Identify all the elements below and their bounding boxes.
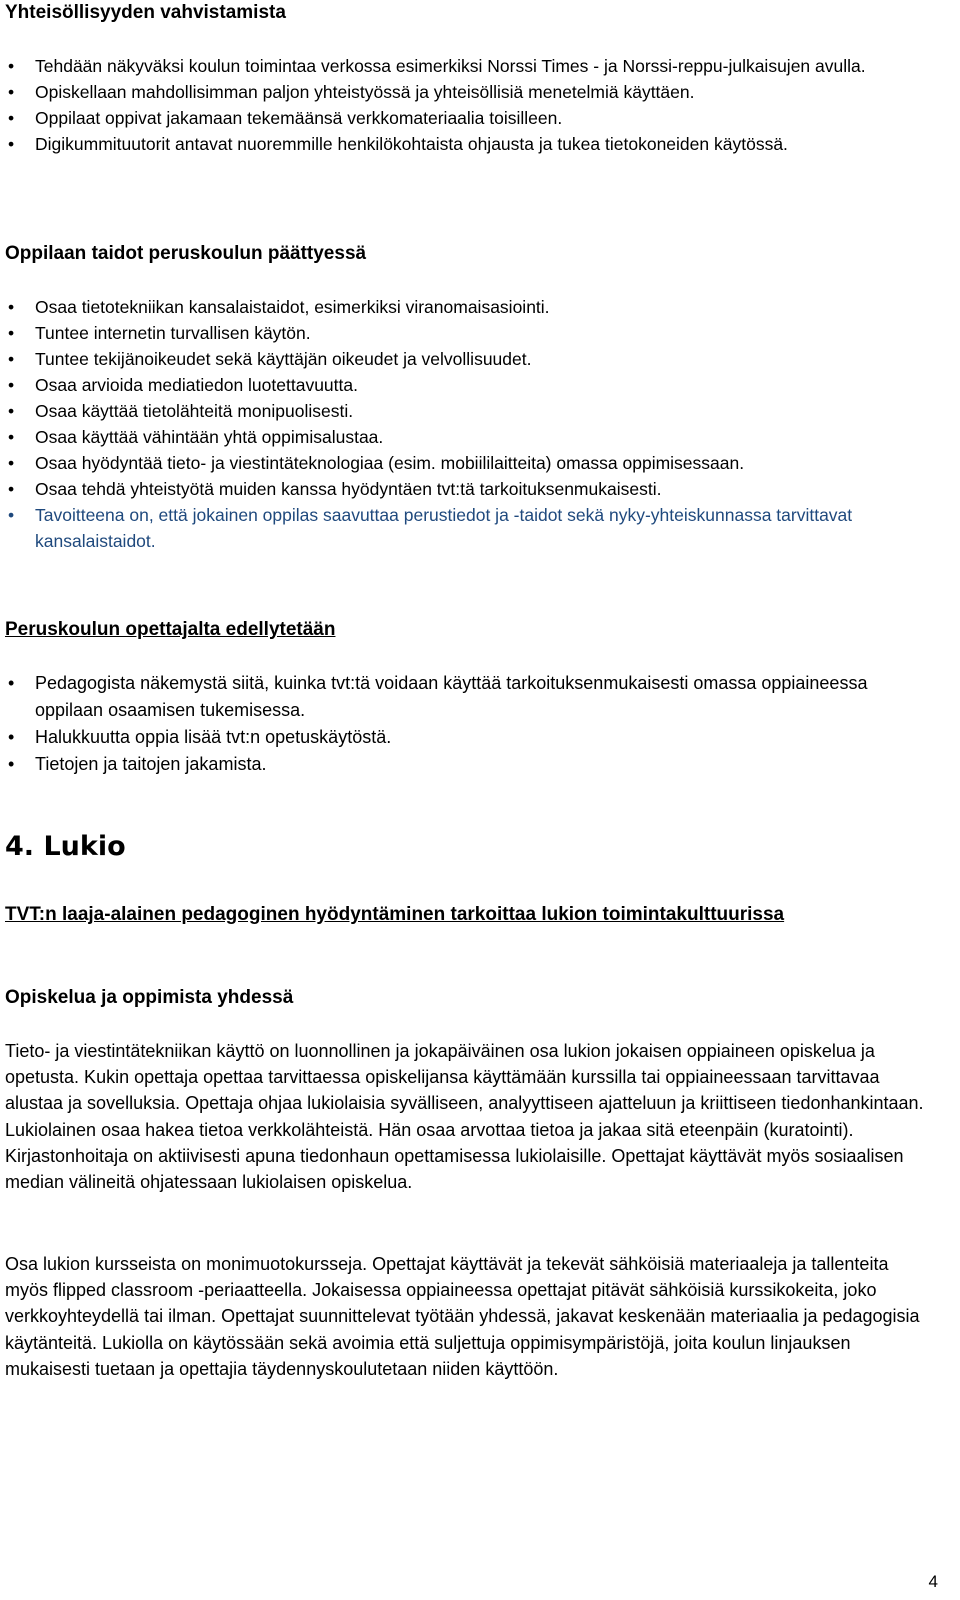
list-item: • Halukkuutta oppia lisää tvt:n opetuskäytöstä. bbox=[0, 724, 930, 751]
list-oppilaan-taidot bbox=[0, 294, 930, 554]
list-item: • Osaa arvioida mediatiedon luotettavuutta. bbox=[0, 372, 930, 398]
list-item: • Osaa käyttää tietolähteitä monipuolisesti. bbox=[0, 398, 930, 424]
list-item: • Tuntee tekijänoikeudet sekä käyttäjän oikeudet ja velvollisuudet. bbox=[0, 346, 930, 372]
list-item: • Digikummituutorit antavat nuoremmille henkilökohtaista ohjausta ja tukea tietokoneiden käytössä. bbox=[0, 131, 930, 157]
list-yhteisollisyys bbox=[0, 53, 930, 157]
heading-oppilaan-taidot: Oppilaan taidot peruskoulun päättyessä bbox=[5, 243, 367, 264]
heading-opiskelua-yhdessa: Opiskelua ja oppimista yhdessä bbox=[5, 987, 294, 1008]
heading-yhteisollisyys: Yhteisöllisyyden vahvistamista bbox=[5, 2, 286, 23]
list-item-highlighted: • Tavoitteena on, että jokainen oppilas saavuttaa perustiedot ja -taidot sekä nyky-yhteiskunnassa tarvittavat kansalaistaidot. bbox=[0, 502, 930, 554]
paragraph-1: Tieto- ja viestintätekniikan käyttö on luonnollinen ja jokapäiväinen osa lukion jokaisen oppiaineen opiskelua ja opetusta. Kukin opettaja opettaa tarvittaessa opiskelijansa käyttämään kurssilla tai oppiaineessaan tarvittavaa alustaa ja sovelluksia. Opettaja ohjaa lukiolaisia syvälliseen, analyyttiseen ajatteluun ja kriittiseen tiedonhankintaan. Lukiolainen osaa hakea tietoa verkkolähteistä. Hän osaa arvottaa tietoa ja jakaa sitä eteenpäin (kuratointi). Kirjastonhoitaja on aktiivisesti apuna tiedonhaun opettamisessa lukiolaisille. Opettajat käyttävät myös sosiaalisen median välineitä ohjatessaan lukiolaisen opiskelua. bbox=[5, 1041, 924, 1193]
page-number: 4 bbox=[928, 1572, 938, 1591]
list-opettajalta-edellytetaan bbox=[0, 670, 930, 778]
chapter-heading: 4. Lukio bbox=[5, 831, 126, 862]
list-item: • Opiskellaan mahdollisimman paljon yhteistyössä ja yhteisöllisiä menetelmiä käyttäen. bbox=[0, 79, 930, 105]
list-item: • Osaa käyttää vähintään yhtä oppimisalustaa. bbox=[0, 424, 930, 450]
list-item: • Osaa tietotekniikan kansalaistaidot, esimerkiksi viranomaisasiointi. bbox=[0, 294, 930, 320]
list-item: • Tuntee internetin turvallisen käytön. bbox=[0, 320, 930, 346]
list-item: • Pedagogista näkemystä siitä, kuinka tvt:tä voidaan käyttää tarkoituksenmukaisesti omassa oppiaineessa oppilaan osaamisen tukemisessa. bbox=[0, 670, 930, 724]
list-item: • Tehdään näkyväksi koulun toimintaa verkossa esimerkiksi Norssi Times - ja Norssi-reppu-julkaisujen avulla. bbox=[0, 53, 930, 79]
heading-tvt-laaja-alainen: TVT:n laaja-alainen pedagoginen hyödyntäminen tarkoittaa lukion toimintakulttuurissa bbox=[5, 904, 785, 925]
heading-opettajalta-edellytetaan: Peruskoulun opettajalta edellytetään bbox=[5, 619, 336, 640]
list-item: • Osaa hyödyntää tieto- ja viestintäteknologiaa (esim. mobiililaitteita) omassa oppimisessaan. bbox=[0, 450, 930, 476]
list-item: • Oppilaat oppivat jakamaan tekemäänsä verkkomateriaalia toisilleen. bbox=[0, 105, 930, 131]
paragraph-2: Osa lukion kursseista on monimuotokursseja. Opettajat käyttävät ja tekevät sähköisiä materiaaleja ja tallenteita myös flipped classroom -periaatteella. Jokaisessa oppiaineessa opettajat pitävät sähköisiä kurssikokeita, joko verkkoyhteydellä tai ilman. Opettajat suunnittelevat työtään yhdessä, jakavat keskenään materiaalia ja pedagogisia käytänteitä. Lukiolla on käytössään sekä avoimia että suljettuja oppimisympäristöjä, joita koulun linjauksen mukaisesti tuetaan ja opettajia täydennyskoulutetaan niiden käyttöön. bbox=[5, 1254, 920, 1379]
list-item: • Osaa tehdä yhteistyötä muiden kanssa hyödyntäen tvt:tä tarkoituksenmukaisesti. bbox=[0, 476, 930, 502]
list-item: • Tietojen ja taitojen jakamista. bbox=[0, 751, 930, 778]
